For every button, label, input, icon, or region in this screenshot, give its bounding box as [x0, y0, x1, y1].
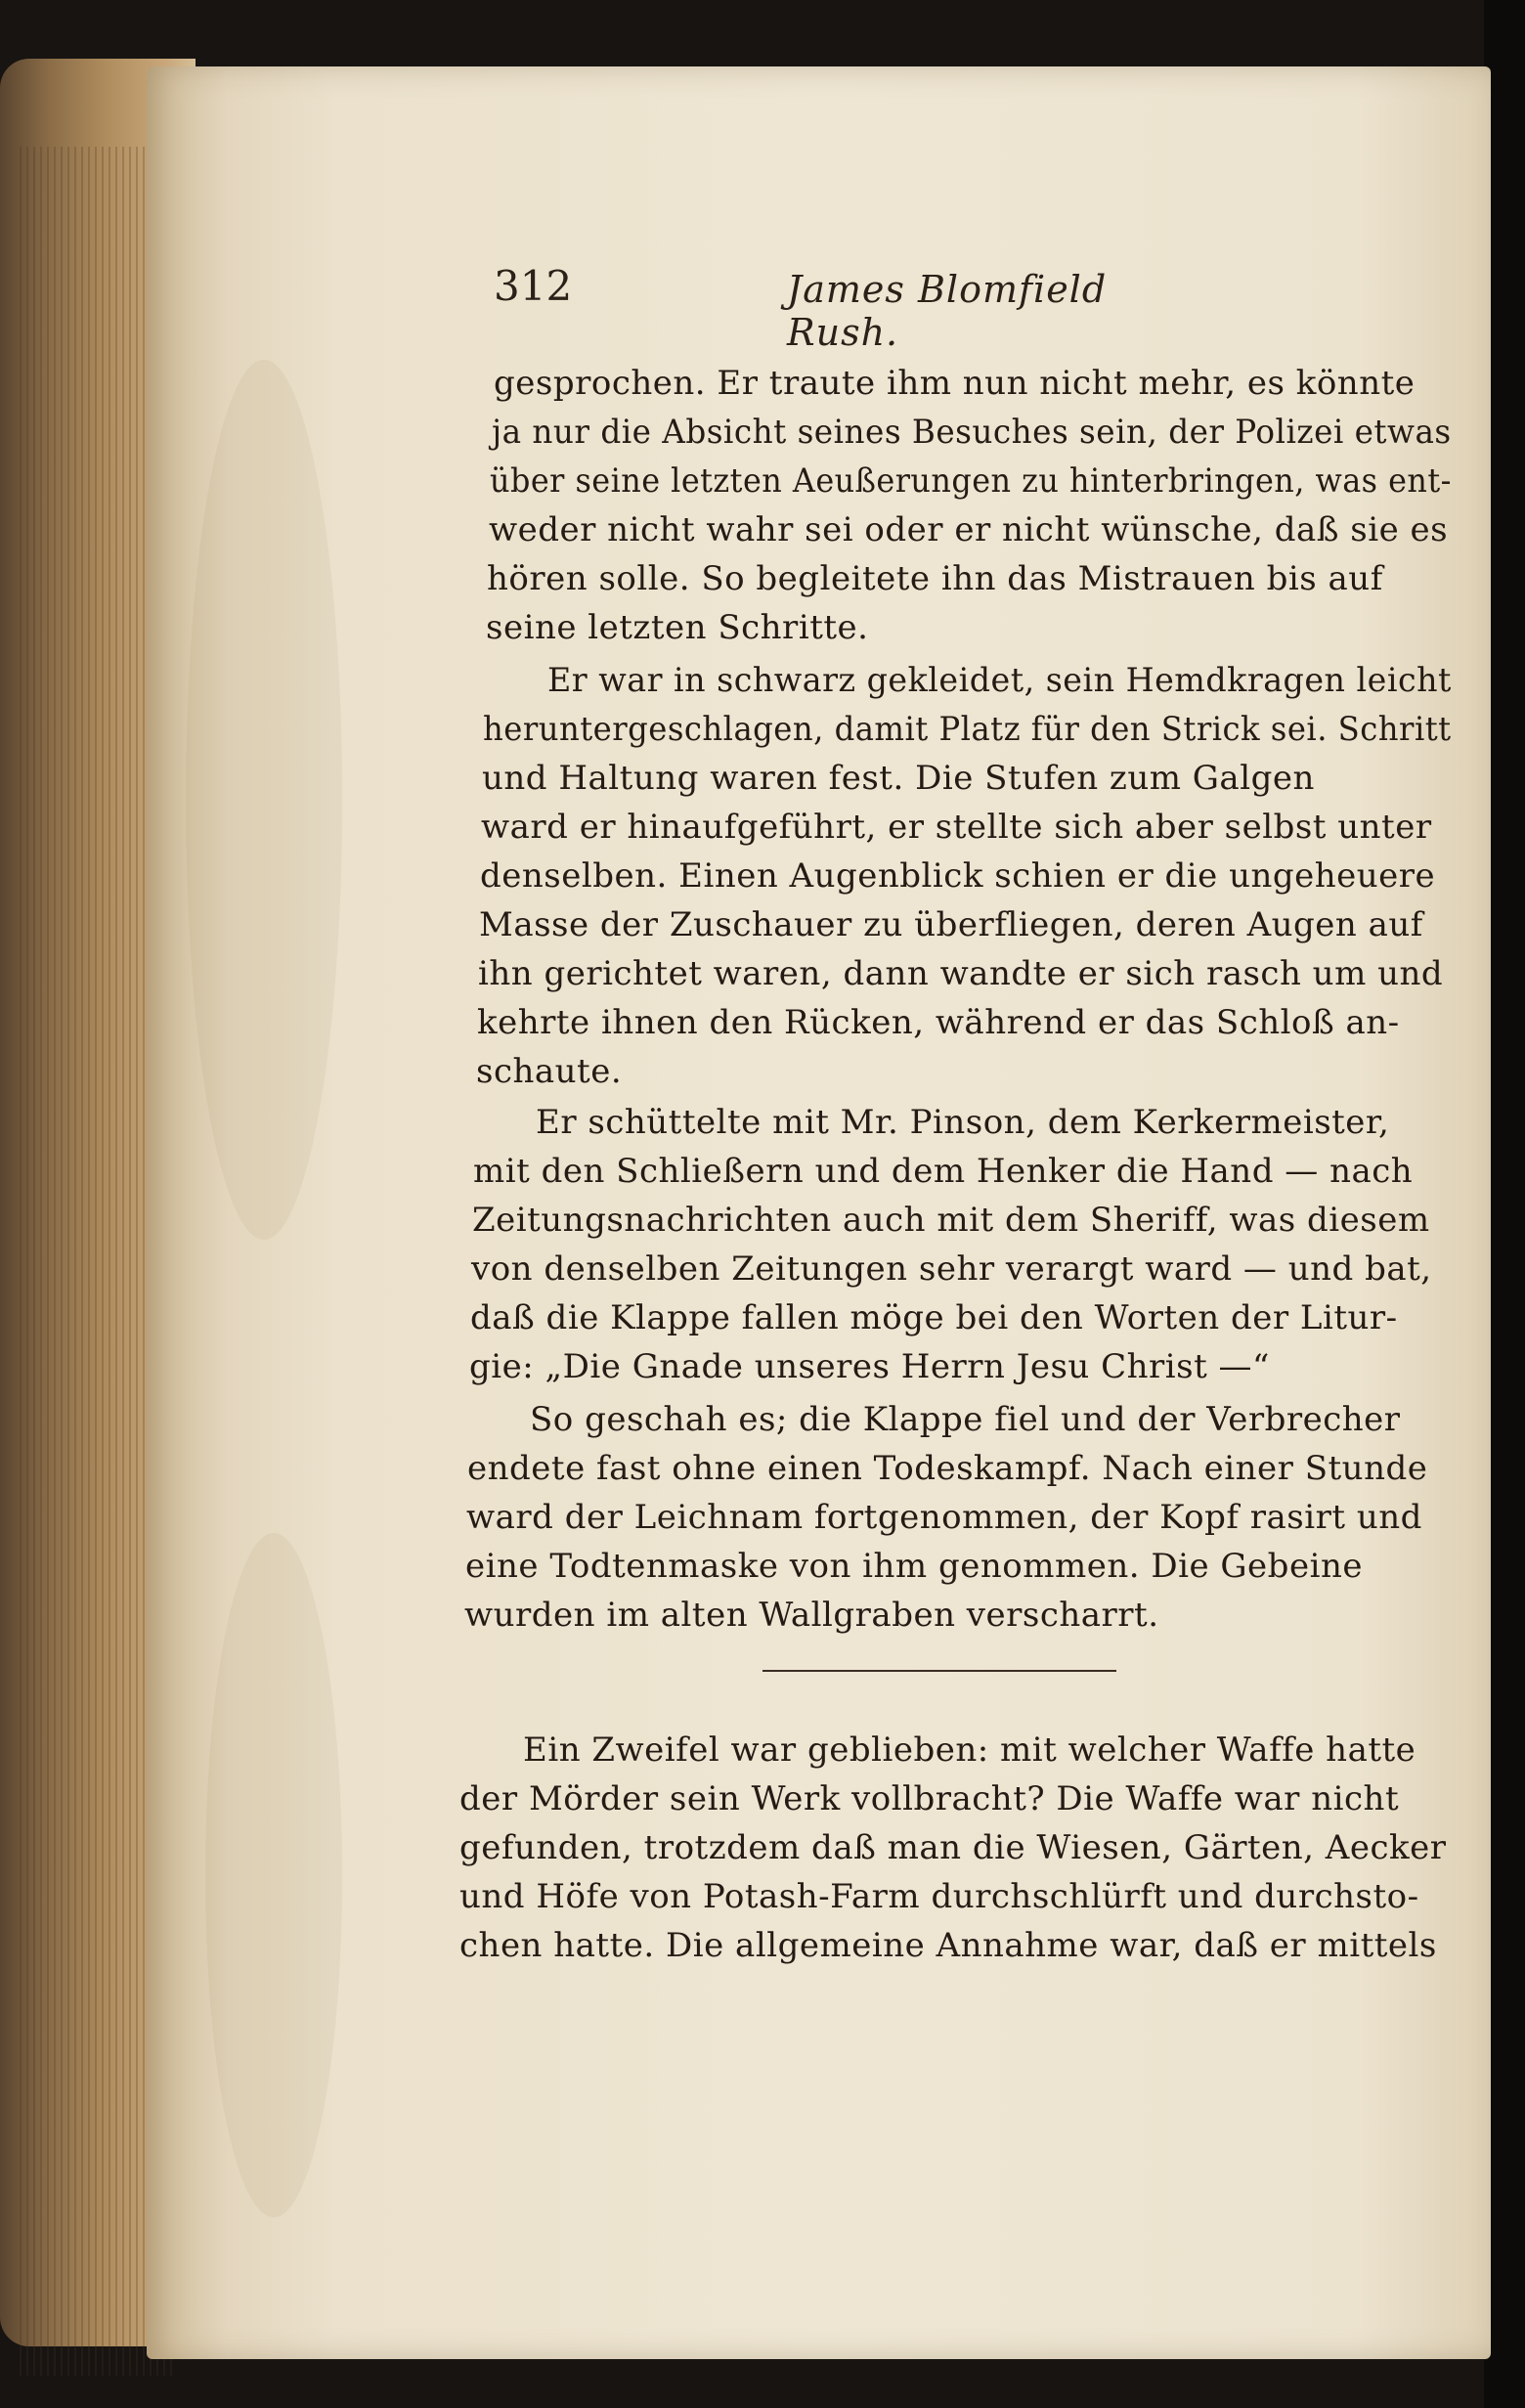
- text-line: weder nicht wahr sei oder er nicht wünsche, daß sie es: [489, 510, 1449, 549]
- text-line: seine letzten Schritte.: [486, 608, 869, 647]
- paper-stain: [205, 1533, 342, 2217]
- text-line: heruntergeschlagen, damit Platz für den Strick sei. Schritt: [483, 710, 1452, 749]
- text-line: ward der Leichnam fortgenommen, der Kopf rasirt und: [466, 1498, 1422, 1537]
- text-line: hören solle. So begleitete ihn das Mistrauen bis auf: [487, 559, 1383, 598]
- text-line: daß die Klappe fallen möge bei den Worten der Litur-: [470, 1298, 1398, 1337]
- text-line: gefunden, trotzdem daß man die Wiesen, Gärten, Aecker: [459, 1828, 1447, 1867]
- text-line: wurden im alten Wallgraben verscharrt.: [464, 1596, 1159, 1635]
- text-line: chen hatte. Die allgemeine Annahme war, daß er mittels: [459, 1926, 1437, 1965]
- text-line: endete fast ohne einen Todeskampf. Nach einer Stunde: [467, 1449, 1428, 1488]
- text-line: und Höfe von Potash-Farm durchschlürft und durchsto-: [459, 1877, 1419, 1916]
- text-line: Ein Zweifel war geblieben: mit welcher Waffe hatte: [523, 1730, 1416, 1770]
- text-line: über seine letzten Aeußerungen zu hinterbringen, was ent-: [490, 461, 1452, 501]
- text-line: ward er hinaufgeführt, er stellte sich aber selbst unter: [481, 808, 1432, 847]
- text-line: So geschah es; die Klappe fiel und der Verbrecher: [530, 1400, 1401, 1439]
- text-line: denselben. Einen Augenblick schien er die ungeheuere: [480, 856, 1436, 896]
- text-line: Masse der Zuschauer zu überfliegen, deren Augen auf: [479, 905, 1423, 944]
- page-header: [494, 262, 1178, 354]
- running-title: James Blomfield Rush.: [787, 268, 1108, 354]
- text-line: schaute.: [476, 1052, 623, 1091]
- page-number: 312: [494, 262, 573, 310]
- text-line: ihn gerichtet waren, dann wandte er sich rasch um und: [478, 954, 1444, 993]
- text-line: eine Todtenmaske von ihm genommen. Die Gebeine: [465, 1547, 1363, 1586]
- text-line: kehrte ihnen den Rücken, während er das Schloß an-: [477, 1003, 1400, 1042]
- text-line: der Mörder sein Werk vollbracht? Die Waffe war nicht: [459, 1779, 1400, 1818]
- text-line: Er war in schwarz gekleidet, sein Hemdkragen leicht: [547, 661, 1452, 700]
- text-line: Zeitungsnachrichten auch mit dem Sheriff, was diesem: [472, 1201, 1430, 1240]
- text-line: gesprochen. Er traute ihm nun nicht mehr, es könnte: [494, 364, 1416, 403]
- text-line: gie: „Die Gnade unseres Herrn Jesu Christ —“: [469, 1347, 1270, 1386]
- text-line: von denselben Zeitungen sehr verargt ward — und bat,: [471, 1249, 1432, 1289]
- section-divider: [762, 1670, 1116, 1672]
- text-line: ja nur die Absicht seines Besuches sein, der Polizei etwas: [492, 413, 1452, 452]
- paper-stain: [186, 360, 342, 1240]
- text-line: und Haltung waren fest. Die Stufen zum Galgen: [482, 759, 1315, 798]
- text-line: Er schüttelte mit Mr. Pinson, dem Kerkermeister,: [536, 1103, 1390, 1142]
- text-line: mit den Schließern und dem Henker die Hand — nach: [473, 1152, 1414, 1191]
